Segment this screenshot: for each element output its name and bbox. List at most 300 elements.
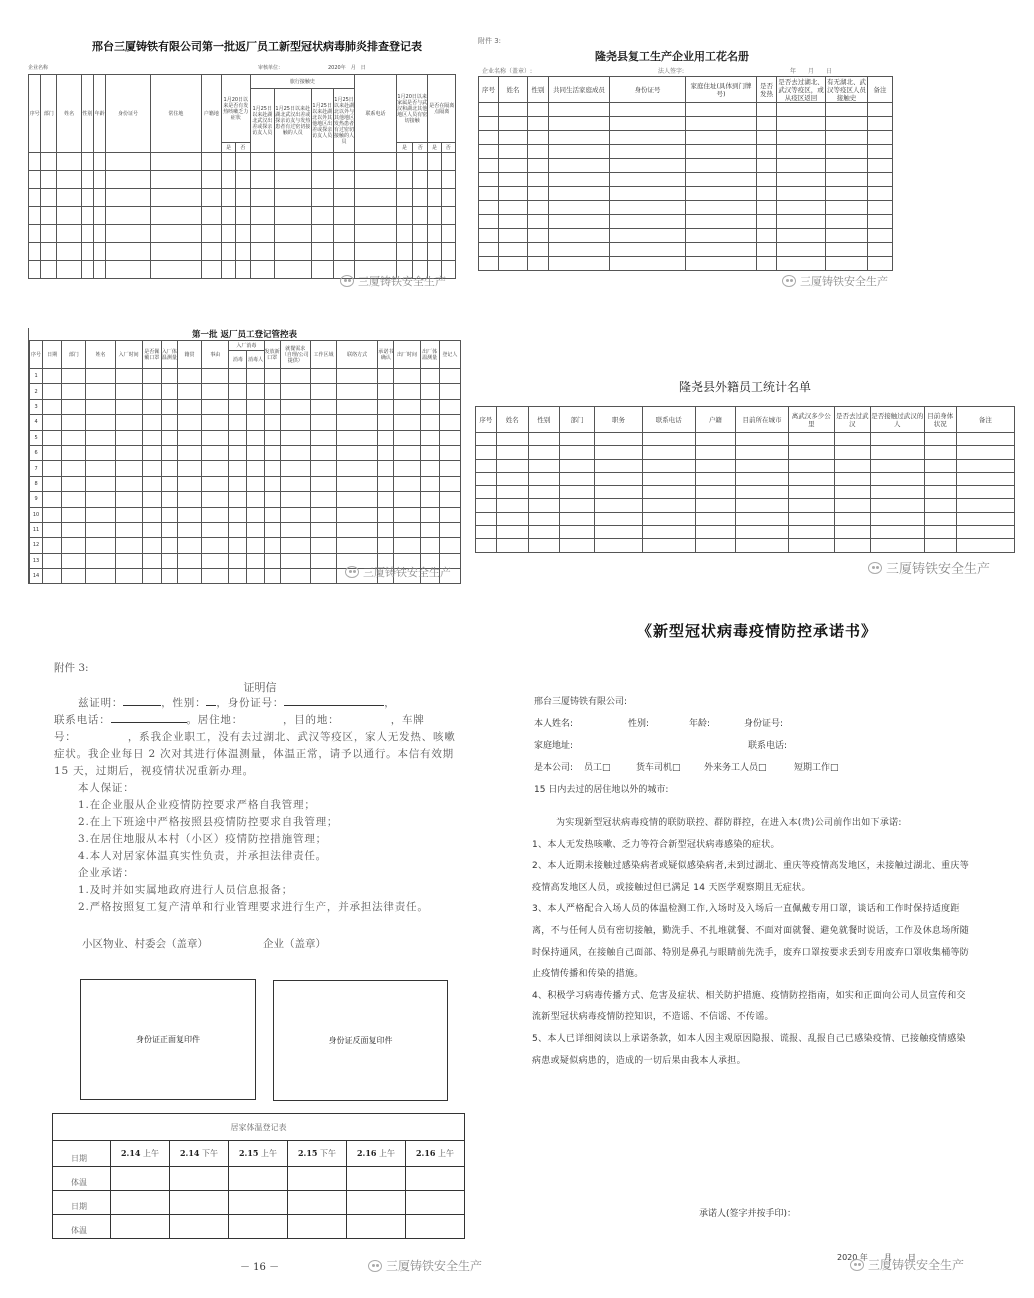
table-cell[interactable]: [595, 433, 643, 446]
table-cell[interactable]: [94, 207, 106, 225]
table-cell[interactable]: [441, 189, 455, 207]
table-cell[interactable]: [777, 229, 826, 243]
table-cell[interactable]: [264, 476, 280, 491]
table-cell[interactable]: [337, 522, 378, 537]
table-cell[interactable]: [161, 445, 177, 460]
table-cell[interactable]: [777, 215, 826, 229]
table-cell[interactable]: [528, 539, 559, 552]
table-cell[interactable]: [528, 187, 549, 201]
table-cell[interactable]: [280, 399, 310, 414]
table-cell[interactable]: [499, 117, 528, 131]
temperature-cell[interactable]: [288, 1215, 347, 1239]
table-cell[interactable]: [280, 430, 310, 445]
phone-blank[interactable]: [111, 712, 187, 723]
table-cell[interactable]: [528, 173, 549, 187]
table-cell[interactable]: [333, 171, 354, 189]
table-cell[interactable]: [549, 229, 610, 243]
table-cell[interactable]: [202, 384, 229, 399]
table-cell[interactable]: [264, 415, 280, 430]
table-cell[interactable]: [956, 472, 1014, 485]
table-cell[interactable]: [161, 430, 177, 445]
table-cell[interactable]: [337, 461, 378, 476]
role-option-truck-driver[interactable]: 货车司机□: [636, 763, 681, 773]
table-cell[interactable]: [834, 446, 870, 459]
table-cell[interactable]: [43, 538, 62, 553]
table-cell[interactable]: [788, 526, 834, 539]
table-cell[interactable]: [222, 207, 236, 225]
table-cell[interactable]: [788, 512, 834, 525]
table-cell[interactable]: [788, 459, 834, 472]
table-cell[interactable]: [229, 569, 247, 584]
table-cell[interactable]: [201, 225, 221, 243]
table-cell[interactable]: [757, 173, 777, 187]
table-cell[interactable]: [229, 522, 247, 537]
table-cell[interactable]: [62, 399, 86, 414]
table-cell[interactable]: [439, 415, 460, 430]
id-blank[interactable]: [284, 695, 384, 706]
table-cell[interactable]: [236, 171, 250, 189]
table-cell[interactable]: [396, 207, 412, 225]
table-cell[interactable]: [94, 189, 106, 207]
table-cell[interactable]: [222, 261, 236, 279]
table-cell[interactable]: [177, 461, 201, 476]
table-cell[interactable]: [177, 384, 201, 399]
table-cell[interactable]: [29, 225, 41, 243]
table-cell[interactable]: [868, 173, 893, 187]
table-cell[interactable]: [686, 187, 757, 201]
table-cell[interactable]: [777, 103, 826, 117]
table-cell[interactable]: [826, 243, 868, 257]
table-cell[interactable]: [788, 539, 834, 552]
table-cell[interactable]: [439, 384, 460, 399]
table-cell[interactable]: [439, 507, 460, 522]
table-cell[interactable]: [757, 187, 777, 201]
temperature-cell[interactable]: [170, 1167, 229, 1191]
table-cell[interactable]: [62, 522, 86, 537]
table-cell[interactable]: [264, 461, 280, 476]
table-cell[interactable]: [161, 553, 177, 568]
table-cell[interactable]: [441, 243, 455, 261]
table-cell[interactable]: [528, 117, 549, 131]
table-cell[interactable]: [247, 384, 264, 399]
table-cell[interactable]: [264, 507, 280, 522]
table-cell[interactable]: [202, 476, 229, 491]
table-cell[interactable]: [924, 472, 956, 485]
table-cell[interactable]: [610, 215, 686, 229]
table-cell[interactable]: [115, 522, 142, 537]
table-cell[interactable]: [247, 369, 264, 384]
table-cell[interactable]: [333, 153, 354, 171]
table-cell[interactable]: [610, 131, 686, 145]
table-cell[interactable]: [106, 189, 151, 207]
table-cell[interactable]: [201, 153, 221, 171]
table-cell[interactable]: [94, 171, 106, 189]
table-cell[interactable]: [311, 261, 333, 279]
table-cell[interactable]: [333, 189, 354, 207]
table-cell[interactable]: [202, 415, 229, 430]
table-cell[interactable]: [247, 399, 264, 414]
table-cell[interactable]: [479, 201, 499, 215]
table-cell[interactable]: [826, 103, 868, 117]
table-cell[interactable]: [695, 486, 735, 499]
table-cell[interactable]: [236, 261, 250, 279]
table-cell[interactable]: [549, 187, 610, 201]
table-cell[interactable]: [202, 538, 229, 553]
table-cell[interactable]: [236, 207, 250, 225]
table-cell[interactable]: [788, 433, 834, 446]
table-cell[interactable]: [499, 243, 528, 257]
table-cell[interactable]: [29, 153, 41, 171]
table-cell[interactable]: [777, 159, 826, 173]
table-cell[interactable]: [264, 538, 280, 553]
table-cell[interactable]: [247, 415, 264, 430]
table-cell[interactable]: [870, 433, 924, 446]
table-cell[interactable]: [264, 445, 280, 460]
table-cell[interactable]: [686, 243, 757, 257]
table-cell[interactable]: [559, 433, 594, 446]
table-cell[interactable]: [420, 384, 439, 399]
table-cell[interactable]: [274, 171, 311, 189]
table-cell[interactable]: [41, 207, 57, 225]
table-cell[interactable]: [439, 399, 460, 414]
table-cell[interactable]: [274, 225, 311, 243]
table-cell[interactable]: [177, 569, 201, 584]
table-cell[interactable]: [177, 522, 201, 537]
role-option-migrant-worker[interactable]: 外来务工人员□: [704, 763, 767, 773]
table-cell[interactable]: [337, 369, 378, 384]
table-cell[interactable]: [202, 461, 229, 476]
table-cell[interactable]: [280, 461, 310, 476]
table-cell[interactable]: [870, 459, 924, 472]
table-cell[interactable]: [610, 173, 686, 187]
table-cell[interactable]: [736, 526, 789, 539]
table-cell[interactable]: [420, 369, 439, 384]
table-cell[interactable]: [499, 131, 528, 145]
table-cell[interactable]: [476, 526, 497, 539]
table-cell[interactable]: [247, 445, 264, 460]
table-cell[interactable]: [420, 492, 439, 507]
table-cell[interactable]: [439, 538, 460, 553]
table-cell[interactable]: [496, 526, 528, 539]
table-cell[interactable]: [686, 159, 757, 173]
table-cell[interactable]: [81, 189, 93, 207]
table-cell[interactable]: [264, 430, 280, 445]
table-cell[interactable]: [420, 507, 439, 522]
table-cell[interactable]: [94, 261, 106, 279]
table-cell[interactable]: [177, 492, 201, 507]
table-cell[interactable]: [413, 153, 428, 171]
table-cell[interactable]: [528, 459, 559, 472]
table-cell[interactable]: [311, 171, 333, 189]
table-cell[interactable]: [870, 512, 924, 525]
temperature-cell[interactable]: [229, 1191, 288, 1215]
table-cell[interactable]: [86, 369, 115, 384]
table-cell[interactable]: [41, 171, 57, 189]
table-cell[interactable]: [528, 446, 559, 459]
table-cell[interactable]: [788, 486, 834, 499]
table-cell[interactable]: [62, 553, 86, 568]
table-cell[interactable]: [337, 445, 378, 460]
table-cell[interactable]: [355, 171, 397, 189]
table-cell[interactable]: [337, 507, 378, 522]
table-cell[interactable]: [337, 492, 378, 507]
table-cell[interactable]: [394, 399, 420, 414]
table-cell[interactable]: [476, 472, 497, 485]
table-cell[interactable]: [43, 492, 62, 507]
table-cell[interactable]: [142, 430, 161, 445]
table-cell[interactable]: [439, 369, 460, 384]
table-cell[interactable]: [222, 243, 236, 261]
table-cell[interactable]: [280, 415, 310, 430]
temperature-cell[interactable]: [170, 1191, 229, 1215]
table-cell[interactable]: [868, 117, 893, 131]
table-cell[interactable]: [956, 499, 1014, 512]
table-cell[interactable]: [378, 445, 394, 460]
table-cell[interactable]: [610, 103, 686, 117]
table-cell[interactable]: [826, 173, 868, 187]
table-cell[interactable]: [868, 187, 893, 201]
table-cell[interactable]: [757, 103, 777, 117]
table-cell[interactable]: [642, 486, 695, 499]
table-cell[interactable]: [355, 207, 397, 225]
table-cell[interactable]: [868, 243, 893, 257]
table-cell[interactable]: [142, 507, 161, 522]
table-cell[interactable]: [106, 225, 151, 243]
table-cell[interactable]: [479, 187, 499, 201]
table-cell[interactable]: [150, 189, 201, 207]
table-cell[interactable]: [610, 201, 686, 215]
table-cell[interactable]: [868, 257, 893, 271]
table-cell[interactable]: [642, 499, 695, 512]
table-cell[interactable]: [499, 229, 528, 243]
table-cell[interactable]: [264, 569, 280, 584]
table-cell[interactable]: [337, 476, 378, 491]
table-cell[interactable]: [420, 399, 439, 414]
table-cell[interactable]: [310, 430, 336, 445]
table-cell[interactable]: [115, 569, 142, 584]
table-cell[interactable]: [528, 472, 559, 485]
table-cell[interactable]: [115, 399, 142, 414]
table-cell[interactable]: [788, 446, 834, 459]
table-cell[interactable]: [499, 257, 528, 271]
table-cell[interactable]: [476, 459, 497, 472]
table-cell[interactable]: [337, 430, 378, 445]
table-cell[interactable]: [826, 229, 868, 243]
table-cell[interactable]: [62, 369, 86, 384]
table-cell[interactable]: [686, 215, 757, 229]
table-cell[interactable]: [115, 507, 142, 522]
table-cell[interactable]: [106, 261, 151, 279]
table-cell[interactable]: [202, 369, 229, 384]
table-cell[interactable]: [86, 415, 115, 430]
table-cell[interactable]: [499, 215, 528, 229]
table-cell[interactable]: [142, 553, 161, 568]
table-cell[interactable]: [476, 446, 497, 459]
table-cell[interactable]: [236, 153, 250, 171]
table-cell[interactable]: [311, 207, 333, 225]
table-cell[interactable]: [86, 461, 115, 476]
table-cell[interactable]: [280, 569, 310, 584]
table-cell[interactable]: [229, 369, 247, 384]
table-cell[interactable]: [333, 207, 354, 225]
table-cell[interactable]: [439, 476, 460, 491]
temperature-cell[interactable]: [111, 1167, 170, 1191]
table-cell[interactable]: [310, 476, 336, 491]
table-cell[interactable]: [115, 369, 142, 384]
table-cell[interactable]: [595, 459, 643, 472]
table-cell[interactable]: [264, 553, 280, 568]
table-cell[interactable]: [420, 538, 439, 553]
table-cell[interactable]: [29, 171, 41, 189]
table-cell[interactable]: [201, 261, 221, 279]
table-cell[interactable]: [394, 461, 420, 476]
table-cell[interactable]: [57, 261, 81, 279]
table-cell[interactable]: [142, 369, 161, 384]
table-cell[interactable]: [247, 507, 264, 522]
table-cell[interactable]: [177, 538, 201, 553]
table-cell[interactable]: [549, 201, 610, 215]
table-cell[interactable]: [528, 257, 549, 271]
table-cell[interactable]: [142, 538, 161, 553]
table-cell[interactable]: [41, 153, 57, 171]
table-cell[interactable]: [201, 243, 221, 261]
table-cell[interactable]: [222, 153, 236, 171]
table-cell[interactable]: [394, 369, 420, 384]
table-cell[interactable]: [378, 369, 394, 384]
table-cell[interactable]: [441, 225, 455, 243]
table-cell[interactable]: [496, 433, 528, 446]
table-cell[interactable]: [610, 229, 686, 243]
table-cell[interactable]: [94, 225, 106, 243]
table-cell[interactable]: [161, 399, 177, 414]
table-cell[interactable]: [202, 445, 229, 460]
table-cell[interactable]: [177, 430, 201, 445]
table-cell[interactable]: [280, 476, 310, 491]
table-cell[interactable]: [229, 461, 247, 476]
table-cell[interactable]: [559, 459, 594, 472]
table-cell[interactable]: [150, 171, 201, 189]
table-cell[interactable]: [868, 131, 893, 145]
table-cell[interactable]: [62, 461, 86, 476]
table-cell[interactable]: [476, 433, 497, 446]
table-cell[interactable]: [236, 189, 250, 207]
table-cell[interactable]: [62, 445, 86, 460]
table-cell[interactable]: [378, 384, 394, 399]
table-cell[interactable]: [686, 117, 757, 131]
table-cell[interactable]: [201, 189, 221, 207]
table-cell[interactable]: [355, 225, 397, 243]
table-cell[interactable]: [247, 538, 264, 553]
table-cell[interactable]: [757, 117, 777, 131]
table-cell[interactable]: [834, 459, 870, 472]
table-cell[interactable]: [549, 243, 610, 257]
table-cell[interactable]: [777, 173, 826, 187]
table-cell[interactable]: [496, 472, 528, 485]
table-cell[interactable]: [736, 472, 789, 485]
table-cell[interactable]: [479, 173, 499, 187]
table-cell[interactable]: [161, 522, 177, 537]
table-cell[interactable]: [337, 399, 378, 414]
table-cell[interactable]: [559, 499, 594, 512]
table-cell[interactable]: [229, 507, 247, 522]
table-cell[interactable]: [115, 445, 142, 460]
table-cell[interactable]: [956, 446, 1014, 459]
name-blank[interactable]: [123, 695, 161, 706]
table-cell[interactable]: [870, 539, 924, 552]
table-cell[interactable]: [396, 243, 412, 261]
table-cell[interactable]: [413, 171, 428, 189]
table-cell[interactable]: [686, 131, 757, 145]
table-cell[interactable]: [161, 569, 177, 584]
table-cell[interactable]: [479, 243, 499, 257]
table-cell[interactable]: [264, 492, 280, 507]
table-cell[interactable]: [202, 507, 229, 522]
table-cell[interactable]: [311, 189, 333, 207]
table-cell[interactable]: [499, 201, 528, 215]
table-cell[interactable]: [868, 103, 893, 117]
temperature-cell[interactable]: [111, 1215, 170, 1239]
table-cell[interactable]: [394, 507, 420, 522]
table-cell[interactable]: [777, 145, 826, 159]
table-cell[interactable]: [439, 430, 460, 445]
table-cell[interactable]: [695, 433, 735, 446]
table-cell[interactable]: [29, 189, 41, 207]
table-cell[interactable]: [695, 512, 735, 525]
table-cell[interactable]: [496, 499, 528, 512]
table-cell[interactable]: [777, 201, 826, 215]
table-cell[interactable]: [86, 492, 115, 507]
table-cell[interactable]: [142, 569, 161, 584]
table-cell[interactable]: [62, 507, 86, 522]
table-cell[interactable]: [499, 173, 528, 187]
table-cell[interactable]: [177, 399, 201, 414]
table-cell[interactable]: [274, 243, 311, 261]
table-cell[interactable]: [549, 145, 610, 159]
table-cell[interactable]: [115, 476, 142, 491]
table-cell[interactable]: [528, 201, 549, 215]
table-cell[interactable]: [57, 207, 81, 225]
table-cell[interactable]: [150, 207, 201, 225]
table-cell[interactable]: [834, 512, 870, 525]
table-cell[interactable]: [736, 539, 789, 552]
table-cell[interactable]: [595, 472, 643, 485]
table-cell[interactable]: [479, 103, 499, 117]
table-cell[interactable]: [57, 153, 81, 171]
table-cell[interactable]: [310, 538, 336, 553]
table-cell[interactable]: [559, 512, 594, 525]
table-cell[interactable]: [439, 445, 460, 460]
table-cell[interactable]: [686, 103, 757, 117]
table-cell[interactable]: [695, 472, 735, 485]
table-cell[interactable]: [43, 430, 62, 445]
table-cell[interactable]: [642, 472, 695, 485]
table-cell[interactable]: [280, 522, 310, 537]
table-cell[interactable]: [86, 553, 115, 568]
table-cell[interactable]: [94, 153, 106, 171]
table-cell[interactable]: [777, 243, 826, 257]
table-cell[interactable]: [264, 369, 280, 384]
table-cell[interactable]: [161, 507, 177, 522]
table-cell[interactable]: [337, 538, 378, 553]
table-cell[interactable]: [86, 507, 115, 522]
table-cell[interactable]: [441, 207, 455, 225]
table-cell[interactable]: [177, 476, 201, 491]
table-cell[interactable]: [378, 538, 394, 553]
table-cell[interactable]: [826, 257, 868, 271]
table-cell[interactable]: [595, 446, 643, 459]
table-cell[interactable]: [695, 499, 735, 512]
table-cell[interactable]: [595, 526, 643, 539]
